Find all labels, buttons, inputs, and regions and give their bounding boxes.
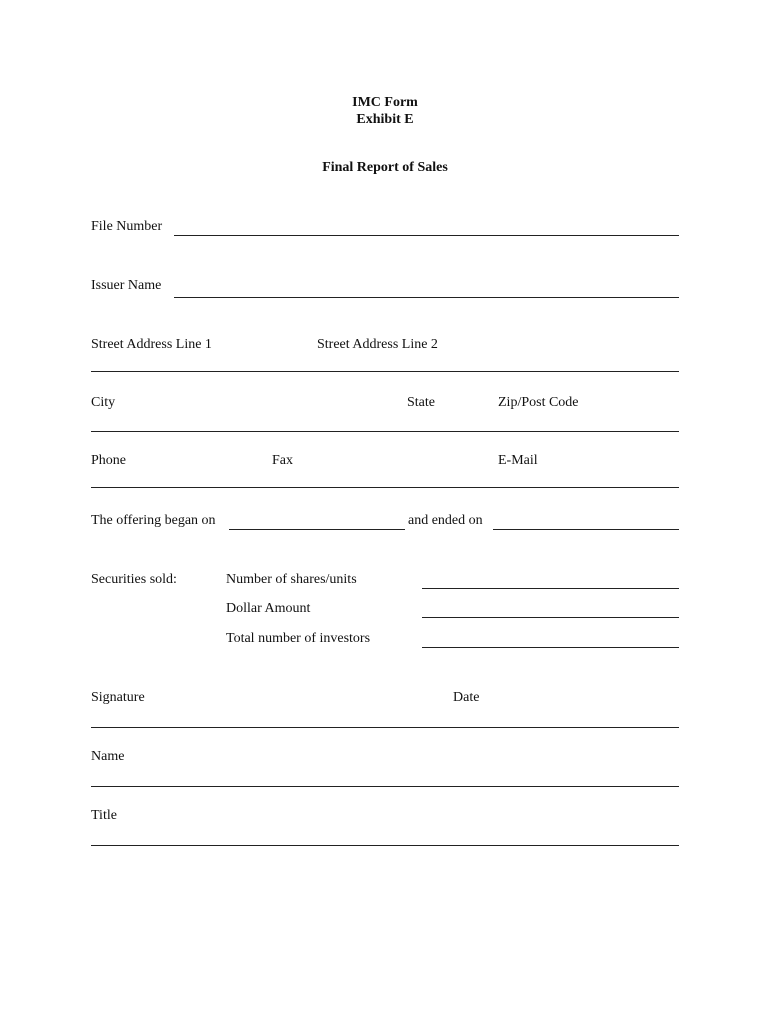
zip-label: Zip/Post Code xyxy=(498,395,579,410)
city-state-zip-field[interactable] xyxy=(91,431,679,432)
title-label: Title xyxy=(91,808,117,823)
issuer-name-label: Issuer Name xyxy=(91,278,162,293)
file-number-label: File Number xyxy=(91,219,163,234)
dollar-amount-field[interactable] xyxy=(422,617,679,618)
exhibit-label: Exhibit E xyxy=(356,112,414,127)
email-label: E-Mail xyxy=(498,453,538,468)
shares-units-label: Number of shares/units xyxy=(226,572,357,587)
phone-label: Phone xyxy=(91,453,126,468)
total-investors-label: Total number of investors xyxy=(226,631,371,646)
offering-began-label: The offering began on xyxy=(91,513,216,528)
shares-units-field[interactable] xyxy=(422,588,679,589)
offering-began-field[interactable] xyxy=(229,529,405,530)
street-address-2-label: Street Address Line 2 xyxy=(317,337,438,352)
total-investors-field[interactable] xyxy=(422,647,679,648)
issuer-name-field[interactable] xyxy=(174,297,679,298)
city-label: City xyxy=(91,395,116,410)
form-name: IMC Form xyxy=(352,95,418,110)
street-address-field[interactable] xyxy=(91,371,679,372)
signature-label: Signature xyxy=(91,690,145,705)
street-address-1-label: Street Address Line 1 xyxy=(91,337,212,352)
offering-ended-label: and ended on xyxy=(408,513,483,528)
file-number-field[interactable] xyxy=(174,235,679,236)
phone-fax-email-field[interactable] xyxy=(91,487,679,488)
offering-ended-field[interactable] xyxy=(493,529,679,530)
document-title: Final Report of Sales xyxy=(322,160,448,175)
name-label: Name xyxy=(91,749,125,764)
signature-date-field[interactable] xyxy=(91,727,679,728)
dollar-amount-label: Dollar Amount xyxy=(226,601,311,616)
date-label: Date xyxy=(453,690,480,705)
fax-label: Fax xyxy=(272,453,293,468)
title-field[interactable] xyxy=(91,845,679,846)
name-field[interactable] xyxy=(91,786,679,787)
state-label: State xyxy=(407,395,435,410)
securities-sold-label: Securities sold: xyxy=(91,572,177,587)
